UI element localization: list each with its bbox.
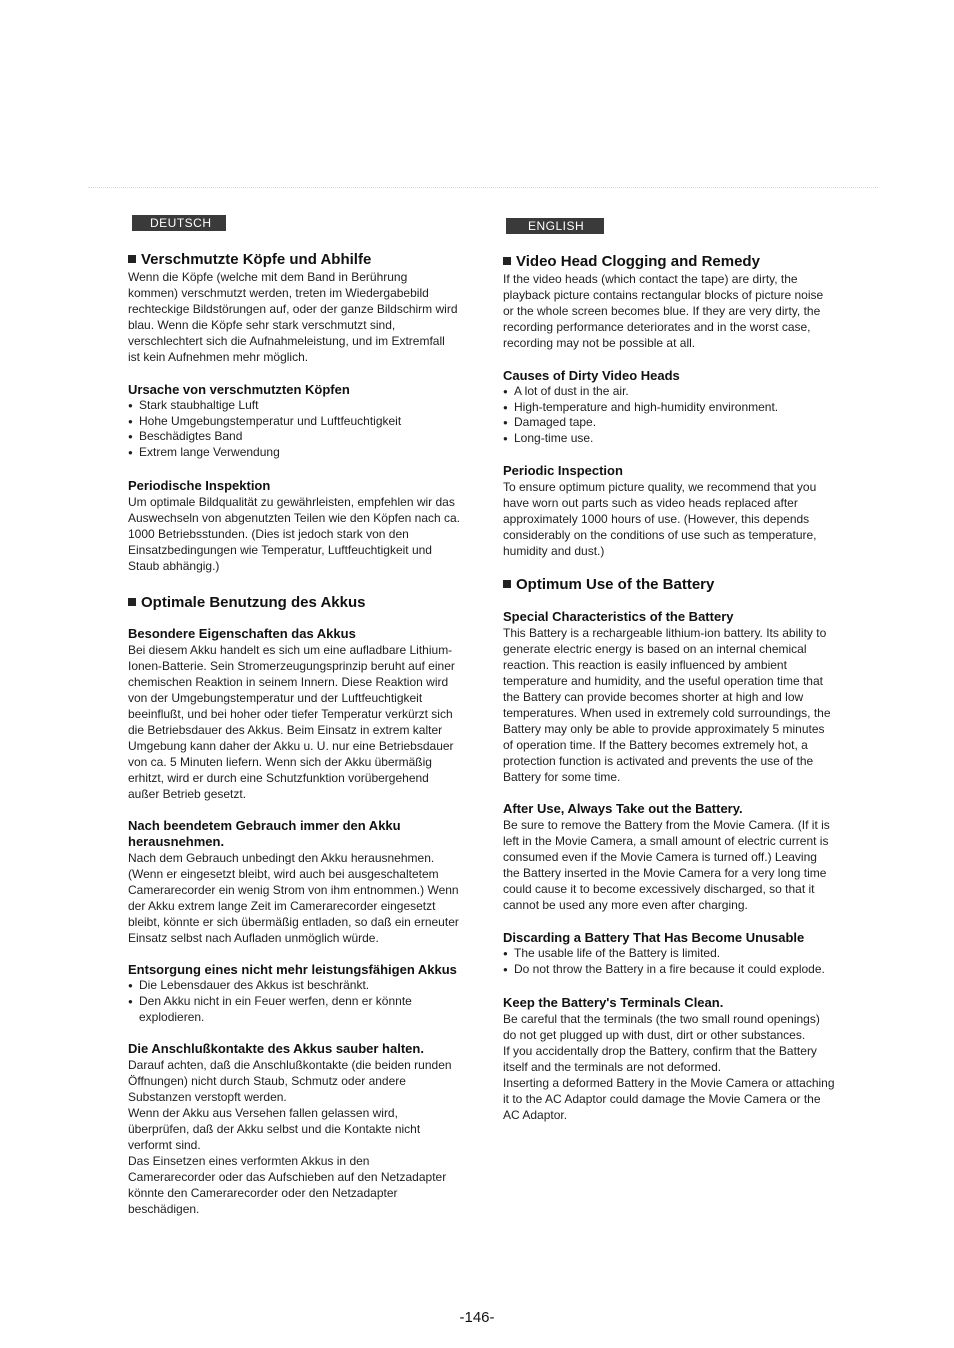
list-item: ● Long-time use. [503, 431, 835, 447]
en-heading-head-clogging: Video Head Clogging and Remedy [503, 253, 835, 271]
de-head-clogging-text: Wenn die Köpfe (welche mit dem Band in Berührung kommen) verschmutzt werden, treten im Wiedergabebild rechteckige Bildstörungen auf, oder der ganze Bildschirm wird blau. Wenn die Köpfe sehr stark verschmutzt sind, verschlechtert sich die Aufnahmeleistung, und im Extremfall ist kein Aufnehmen mehr möglich. [128, 270, 458, 364]
en-battery-characteristics-text: This Battery is a rechargeable lithium-ion battery. Its ability to generate electric energy is based on an internal chemical reaction. This reaction is easily influenced by ambient temperature and humidity, and the useful operation time that the Battery can provide becomes shorter at high and low temperatures. When used in extremely cold surroundings, the Battery may only be able to provide approximately 5 minutes of operation time. If the Battery becomes extremely hot, a protection function is activated and prevents the use of the Battery for some time. [503, 626, 831, 785]
de-inspection-text: Um optimale Bildqualität zu gewährleisten, empfehlen wir das Auswechseln von abgenutzten Teilen wie den Köpfen nach ca. 1000 Betriebsstunden. (Dies ist jedoch stark von den Einsatzbedingungen wie Temperatur, Luftfeuchtigkeit und Staub abhängig.) [128, 495, 461, 574]
de-subheading-causes: Ursache von verschmutzten Köpfen [128, 382, 350, 397]
list-item: ● Do not throw the Battery in a fire because it could explode. [503, 962, 835, 978]
en-head-clogging-text: If the video heads (which contact the tape) are dirty, the playback picture contains rectangular blocks of picture noise or the whole screen becomes blue. If they are very dirty, the recording performance deteriorates and in the worst case, recording may not be possible at all. [503, 272, 824, 350]
de-battery-characteristics-text: Bei diesem Akku handelt es sich um eine aufladbare Lithium-Ionen-Batterie. Sein Stromerzeugungsprinzip beruht auf einer chemischen Reaktion in seinem Innern. Diese Reaktion wird von der Umgebungstemperatur und der Luftfeuchtigkeit beeinflußt, und bei hoher oder tiefer Temperatur verkürzt sich die Betriebsdauer des Akkus. Beim Einsatz in extrem kalter Umgebung kann daher der Akku u. U. nur eine Betriebsdauer von ca. 5 Minuten liefern. Wenn sich der Akku übermäßig erhitzt, wird er durch eine Schutzfunktion vorübergehend außer Betrieb gesetzt. [128, 643, 455, 802]
de-discard-list [128, 978, 460, 1025]
de-subheading-discard-battery: Entsorgung eines nicht mehr leistungsfähigen Akkus [128, 962, 457, 978]
header-dotted-rule [88, 187, 878, 188]
english-language-tab: ENGLISH [506, 218, 604, 234]
list-item: ● High-temperature and high-humidity environment. [503, 400, 835, 416]
en-heading-battery: Optimum Use of the Battery [503, 576, 835, 594]
english-column [503, 214, 835, 1123]
de-causes-list [128, 398, 460, 460]
deutsch-language-tab: DEUTSCH [132, 215, 226, 231]
list-item: ● Damaged tape. [503, 415, 835, 431]
en-terminals-text-3: Inserting a deformed Battery in the Movie Camera or attaching it to the AC Adaptor could damage the Movie Camera or the AC Adaptor. [503, 1075, 835, 1122]
en-causes-list [503, 384, 835, 446]
en-subheading-inspection: Periodic Inspection [503, 463, 623, 479]
list-item: ● Die Lebensdauer des Akkus ist beschränkt. [128, 978, 460, 994]
list-item: ● A lot of dust in the air. [503, 384, 835, 400]
en-subheading-discard-battery: Discarding a Battery That Has Become Unusable [503, 930, 805, 946]
en-terminals-text-1: Be careful that the terminals (the two small round openings) do not get plugged up with dust, dirt or other substances. [503, 1011, 820, 1042]
deutsch-column [128, 214, 460, 1217]
de-terminals-text-2: Wenn der Akku aus Versehen fallen gelassen wird, überprüfen, daß der Akku selbst und die Kontakte nicht verformt sind. [128, 1106, 421, 1153]
list-item: ● Extrem lange Verwendung [128, 445, 460, 461]
en-subheading-battery-characteristics: Special Characteristics of the Battery [503, 609, 734, 625]
en-inspection-text: To ensure optimum picture quality, we recommend that you have worn out parts such as video heads replaced after approximately 1000 hours of use. (However, this depends considerably on the conditions of use such as temperature, humidity and dust.) [503, 480, 817, 559]
list-item: ● Den Akku nicht in ein Feuer werfen, denn er könnte explodieren. [128, 994, 460, 1025]
de-subheading-remove-battery: Nach beendetem Gebrauch immer den Akku herausnehmen. [128, 818, 401, 850]
en-subheading-remove-battery: After Use, Always Take out the Battery. [503, 801, 743, 817]
page-number: -146- [459, 1309, 495, 1326]
de-heading-head-clogging: Verschmutzte Köpfe und Abhilfe [128, 251, 460, 269]
en-discard-list [503, 946, 835, 977]
de-subheading-battery-characteristics: Besondere Eigenschaften das Akkus [128, 626, 356, 642]
en-remove-battery-text: Be sure to remove the Battery from the Movie Camera. (If it is left in the Movie Camera, a small amount of electric current is consumed even if the Movie Camera is turned off.) Leaving the Battery inserted in the Movie Camera for a very long time could cause it to become excessively discharged, so that it cannot be used any more even after charging. [503, 818, 830, 913]
de-terminals-text-1: Darauf achten, daß die Anschlußkontakte (die beiden runden Öffnungen) nicht durch Staub, Schmutz oder andere Substanzen verstopft werden. [128, 1058, 452, 1105]
square-bullet-icon [503, 257, 511, 265]
list-item: ● The usable life of the Battery is limited. [503, 946, 835, 962]
list-item: ● Stark staubhaltige Luft [128, 398, 460, 414]
de-terminals-text-3: Das Einsetzen eines verformten Akkus in den Camerarecorder oder das Aufschieben auf den Netzadapter könnte den Camerarecorder oder den Netzadapter beschädigen. [128, 1154, 447, 1217]
square-bullet-icon [128, 598, 136, 606]
square-bullet-icon [503, 580, 511, 588]
de-heading-battery: Optimale Benutzung des Akkus [128, 594, 460, 612]
list-item: ● Hohe Umgebungstemperatur und Luftfeuchtigkeit [128, 414, 460, 430]
de-subheading-terminals: Die Anschlußkontakte des Akkus sauber halten. [128, 1041, 424, 1057]
en-subheading-causes: Causes of Dirty Video Heads [503, 368, 680, 383]
en-terminals-text-2: If you accidentally drop the Battery, confirm that the Battery itself and the terminals are not deformed. [503, 1043, 817, 1074]
square-bullet-icon [128, 255, 136, 263]
de-remove-battery-text: Nach dem Gebrauch unbedingt den Akku herausnehmen. (Wenn er eingesetzt bleibt, wird auch bei ausgeschaltetem Camerarecorder ein wenig Strom von ihm entnommen.) Wenn der Akku extrem lange Zeit im Camerarecorder eingesetzt bleibt, könnte er sich übermäßig entladen, so daß ein erneuter Einsatz selbst nach Aufladen unmöglich würde. [128, 851, 459, 946]
list-item: ● Beschädigtes Band [128, 429, 460, 445]
en-subheading-terminals: Keep the Battery's Terminals Clean. [503, 994, 724, 1010]
de-subheading-inspection: Periodische Inspektion [128, 478, 271, 494]
